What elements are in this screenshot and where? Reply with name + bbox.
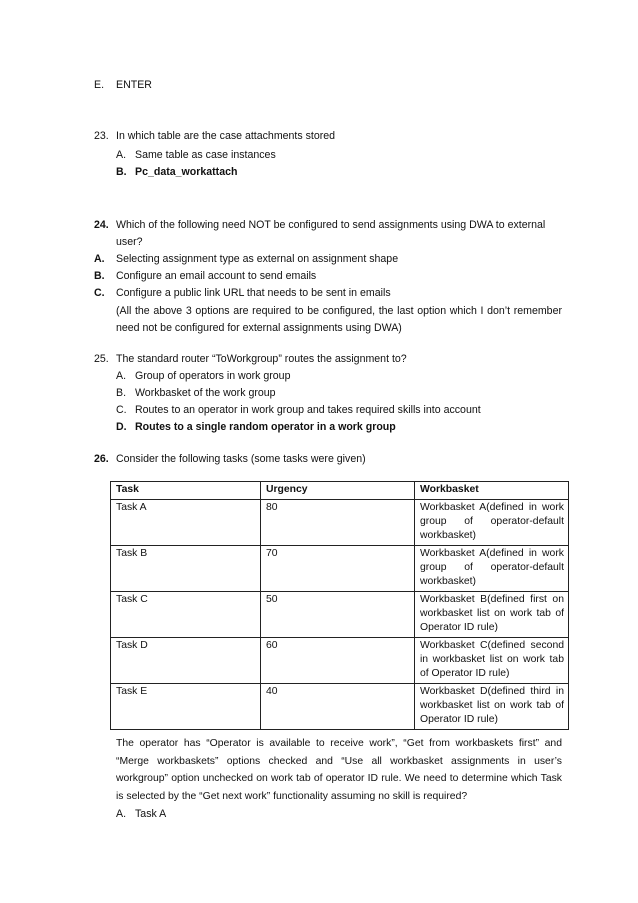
- table-cell: Task E: [111, 684, 261, 730]
- question-number: 24.: [94, 219, 109, 231]
- table-cell: Task D: [111, 638, 261, 684]
- option-text-answer: Routes to a single random operator in a work group: [135, 421, 396, 433]
- question-text: Consider the following tasks (some tasks were given): [116, 453, 366, 465]
- table-row: [111, 500, 569, 546]
- option-letter: B.: [116, 387, 127, 399]
- option-letter: C.: [94, 287, 105, 299]
- table-cell: Workbasket A(defined in work group of operator-default workbasket): [415, 546, 569, 592]
- question-number: 25.: [94, 353, 109, 365]
- tasks-table: [110, 481, 569, 730]
- table-header-cell: Task: [111, 482, 261, 500]
- answer-note: (All the above 3 options are required to be configured, the last option which I don’t remember need not be configured for external assignments using DWA): [116, 305, 562, 334]
- table-cell: 80: [261, 500, 415, 546]
- table-cell: 50: [261, 592, 415, 638]
- option-text-answer: Pc_data_workattach: [135, 166, 238, 178]
- option-text: Selecting assignment type as external on assignment shape: [116, 253, 399, 265]
- table-cell: 60: [261, 638, 415, 684]
- table-cell: 70: [261, 546, 415, 592]
- table-row: [111, 684, 569, 730]
- table-cell: Workbasket D(defined third in workbasket list on work tab of Operator ID rule): [415, 684, 569, 730]
- question-text: The standard router “ToWorkgroup” routes the assignment to?: [116, 353, 407, 365]
- table-cell: Task C: [111, 592, 261, 638]
- question-number: 23.: [94, 130, 109, 142]
- question-number: 26.: [94, 453, 109, 465]
- table-cell: Task B: [111, 546, 261, 592]
- table-cell: Workbasket B(defined first on workbasket list on work tab of Operator ID rule): [415, 592, 569, 638]
- option-text: Configure a public link URL that needs to be sent in emails: [116, 287, 391, 299]
- option-text: Group of operators in work group: [135, 370, 291, 382]
- option-text: Routes to an operator in work group and takes required skills into account: [135, 404, 481, 416]
- table-header-cell: Urgency: [261, 482, 415, 500]
- table-header-cell: Workbasket: [415, 482, 569, 500]
- question-paragraph: The operator has “Operator is available to receive work”, “Get from workbaskets first” and “Merge workbaskets” options checked and “Use all workbasket assignments in user’s workgroup” option unchecked on work tab of operator ID rule. We need to determine which Task is selected by the “Get next work” functionality assuming no skill is required?: [116, 738, 562, 802]
- option-text: Workbasket of the work group: [135, 387, 276, 399]
- table-cell: 40: [261, 684, 415, 730]
- option-letter: C.: [116, 404, 127, 416]
- option-letter: A.: [116, 149, 127, 161]
- option-letter: B.: [94, 270, 105, 282]
- table-header-row: [111, 482, 569, 500]
- table-row: [111, 546, 569, 592]
- question-text: Which of the following need NOT be configured to send assignments using DWA to external: [116, 219, 546, 231]
- table-cell: Workbasket C(defined second in workbasket list on work tab of Operator ID rule): [415, 638, 569, 684]
- option-text: Task A: [135, 808, 167, 820]
- option-text: Configure an email account to send emails: [116, 270, 317, 282]
- option-text: Same table as case instances: [135, 149, 276, 161]
- table-row: [111, 638, 569, 684]
- option-letter: B.: [116, 166, 127, 178]
- question-text: In which table are the case attachments stored: [116, 130, 336, 142]
- table-cell: Workbasket A(defined in work group of operator-default workbasket): [415, 500, 569, 546]
- option-letter: A.: [116, 370, 127, 382]
- table-row: [111, 592, 569, 638]
- option-letter: A.: [94, 253, 105, 265]
- option-letter: A.: [116, 808, 127, 820]
- option-text: ENTER: [116, 79, 152, 91]
- question-text: user?: [116, 236, 143, 248]
- option-letter: D.: [116, 421, 127, 433]
- option-letter: E.: [94, 79, 105, 91]
- table-cell: Task A: [111, 500, 261, 546]
